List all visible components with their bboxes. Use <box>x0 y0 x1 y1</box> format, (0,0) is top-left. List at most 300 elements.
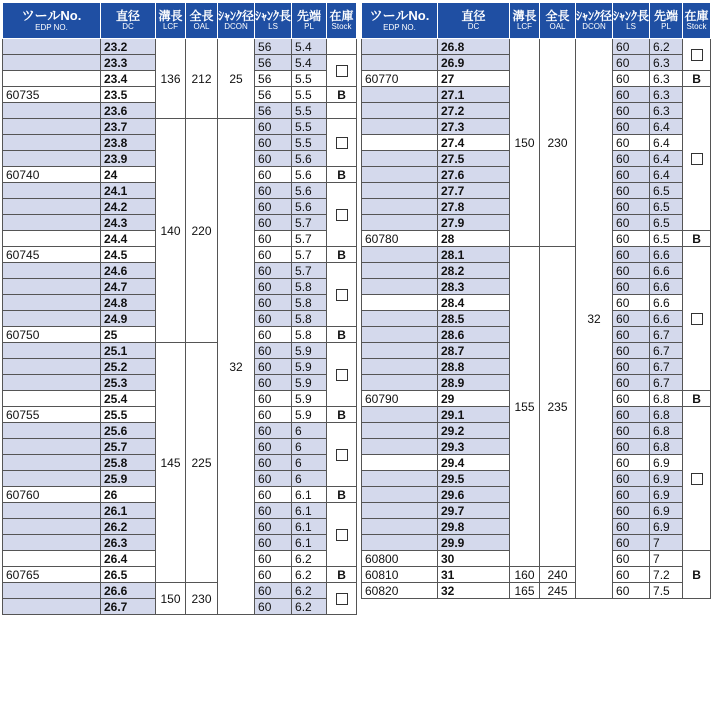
header-ls: ｼｬﾝｸ長 LS <box>613 3 650 39</box>
shank-length-ls: 60 <box>255 183 292 199</box>
point-length-pl: 7 <box>650 551 683 567</box>
shank-length-ls: 56 <box>255 71 292 87</box>
header-pl: 先端 PL <box>292 3 327 39</box>
point-length-pl: 6 <box>292 455 327 471</box>
edp-number <box>3 263 101 279</box>
diameter-dc: 26.9 <box>438 55 510 71</box>
diameter-dc: 23.6 <box>101 103 156 119</box>
point-length-pl: 6.5 <box>650 231 683 247</box>
diameter-dc: 26.3 <box>101 535 156 551</box>
point-length-pl: 5.8 <box>292 311 327 327</box>
shank-length-ls: 60 <box>613 327 650 343</box>
table-row <box>362 39 711 55</box>
diameter-dc: 26.1 <box>101 503 156 519</box>
stock-code: B <box>337 247 346 262</box>
edp-number <box>362 167 438 183</box>
diameter-dc: 26.7 <box>101 599 156 615</box>
shank-length-ls: 60 <box>613 343 650 359</box>
edp-number: 60810 <box>362 567 438 583</box>
point-length-pl: 6.7 <box>650 327 683 343</box>
shank-length-ls: 60 <box>613 503 650 519</box>
point-length-pl: 7.5 <box>650 583 683 599</box>
table-row <box>3 343 357 359</box>
edp-number <box>362 263 438 279</box>
shank-length-ls: 60 <box>255 455 292 471</box>
shank-length-ls: 60 <box>255 247 292 263</box>
edp-number <box>362 535 438 551</box>
edp-number <box>3 599 101 615</box>
point-length-pl: 5.9 <box>292 407 327 423</box>
stock-checkbox-icon <box>336 449 348 461</box>
point-length-pl: 5.6 <box>292 199 327 215</box>
point-length-pl: 5.4 <box>292 55 327 71</box>
stock-code: B <box>337 567 346 582</box>
diameter-dc: 28.6 <box>438 327 510 343</box>
diameter-dc: 23.7 <box>101 119 156 135</box>
diameter-dc: 24.5 <box>101 247 156 263</box>
shank-length-ls: 60 <box>255 151 292 167</box>
stock-status <box>683 391 711 407</box>
point-length-pl: 6.9 <box>650 503 683 519</box>
shank-length-ls: 60 <box>255 215 292 231</box>
diameter-dc: 28.8 <box>438 359 510 375</box>
edp-number <box>362 311 438 327</box>
shank-length-ls: 56 <box>255 103 292 119</box>
point-length-pl: 6.1 <box>292 503 327 519</box>
point-length-pl: 6.4 <box>650 167 683 183</box>
diameter-dc: 23.9 <box>101 151 156 167</box>
overall-length-oal: 230 <box>540 39 576 247</box>
stock-checkbox-icon <box>336 289 348 301</box>
stock-status <box>327 247 357 263</box>
point-length-pl: 5.6 <box>292 151 327 167</box>
point-length-pl: 5.5 <box>292 119 327 135</box>
edp-number <box>362 327 438 343</box>
edp-number <box>362 487 438 503</box>
diameter-dc: 27.2 <box>438 103 510 119</box>
edp-number <box>362 55 438 71</box>
point-length-pl: 5.8 <box>292 279 327 295</box>
shank-length-ls: 60 <box>613 535 650 551</box>
point-length-pl: 6.2 <box>292 599 327 615</box>
point-length-pl: 6.9 <box>650 519 683 535</box>
stock-status <box>327 263 357 327</box>
edp-number: 60790 <box>362 391 438 407</box>
point-length-pl: 5.5 <box>292 135 327 151</box>
point-length-pl: 6.9 <box>650 471 683 487</box>
shank-length-ls: 60 <box>613 103 650 119</box>
stock-code: B <box>692 567 701 582</box>
table-row <box>3 583 357 599</box>
header-row <box>362 3 711 39</box>
shank-length-ls: 60 <box>613 455 650 471</box>
shank-length-ls: 56 <box>255 39 292 55</box>
header-dcon: ｼｬﾝｸ径 DCON <box>218 3 255 39</box>
edp-number <box>3 151 101 167</box>
stock-code: B <box>337 87 346 102</box>
shank-length-ls: 60 <box>613 391 650 407</box>
shank-length-ls: 60 <box>255 311 292 327</box>
point-length-pl: 5.5 <box>292 87 327 103</box>
point-length-pl: 7.2 <box>650 567 683 583</box>
diameter-dc: 23.3 <box>101 55 156 71</box>
stock-status <box>327 103 357 119</box>
diameter-dc: 28 <box>438 231 510 247</box>
edp-number: 60780 <box>362 231 438 247</box>
edp-number <box>362 151 438 167</box>
shank-length-ls: 60 <box>255 407 292 423</box>
edp-number <box>3 295 101 311</box>
point-length-pl: 5.9 <box>292 343 327 359</box>
header-lcf: 溝長 LCF <box>510 3 540 39</box>
shank-length-ls: 60 <box>613 135 650 151</box>
point-length-pl: 5.5 <box>292 103 327 119</box>
stock-status <box>327 167 357 183</box>
point-length-pl: 6 <box>292 423 327 439</box>
edp-number <box>362 455 438 471</box>
shank-length-ls: 60 <box>255 551 292 567</box>
stock-status <box>683 87 711 231</box>
edp-number <box>362 215 438 231</box>
point-length-pl: 6.2 <box>292 583 327 599</box>
shank-length-ls: 60 <box>255 583 292 599</box>
shank-length-ls: 60 <box>255 375 292 391</box>
stock-status <box>327 503 357 567</box>
shank-length-ls: 60 <box>613 583 650 599</box>
stock-checkbox-icon <box>691 473 703 485</box>
diameter-dc: 28.5 <box>438 311 510 327</box>
shank-length-ls: 60 <box>255 519 292 535</box>
diameter-dc: 28.9 <box>438 375 510 391</box>
point-length-pl: 6.1 <box>292 535 327 551</box>
stock-checkbox-icon <box>691 313 703 325</box>
shank-length-ls: 60 <box>255 279 292 295</box>
flute-length-lcf: 136 <box>156 39 186 119</box>
diameter-dc: 27 <box>438 71 510 87</box>
edp-number <box>3 279 101 295</box>
edp-number <box>3 311 101 327</box>
diameter-dc: 24.7 <box>101 279 156 295</box>
stock-checkbox-icon <box>336 593 348 605</box>
diameter-dc: 25.3 <box>101 375 156 391</box>
table-row <box>362 567 711 583</box>
edp-number: 60735 <box>3 87 101 103</box>
stock-status <box>683 247 711 391</box>
shank-length-ls: 60 <box>613 487 650 503</box>
flute-length-lcf: 145 <box>156 343 186 583</box>
point-length-pl: 6.7 <box>650 343 683 359</box>
diameter-dc: 23.5 <box>101 87 156 103</box>
point-length-pl: 7 <box>650 535 683 551</box>
header-dc: 直径 DC <box>101 3 156 39</box>
point-length-pl: 5.8 <box>292 295 327 311</box>
shank-length-ls: 60 <box>255 327 292 343</box>
shank-length-ls: 60 <box>255 487 292 503</box>
diameter-dc: 27.5 <box>438 151 510 167</box>
diameter-dc: 24 <box>101 167 156 183</box>
diameter-dc: 23.8 <box>101 135 156 151</box>
edp-number <box>362 135 438 151</box>
diameter-dc: 29 <box>438 391 510 407</box>
stock-status <box>327 583 357 615</box>
point-length-pl: 6.9 <box>650 487 683 503</box>
edp-number <box>3 39 101 55</box>
stock-checkbox-icon <box>336 529 348 541</box>
stock-code: B <box>337 487 346 502</box>
diameter-dc: 30 <box>438 551 510 567</box>
diameter-dc: 29.9 <box>438 535 510 551</box>
overall-length-oal: 245 <box>540 583 576 599</box>
diameter-dc: 27.6 <box>438 167 510 183</box>
diameter-dc: 24.4 <box>101 231 156 247</box>
stock-code: B <box>337 327 346 342</box>
shank-length-ls: 60 <box>613 215 650 231</box>
table-row <box>362 583 711 599</box>
point-length-pl: 6.4 <box>650 135 683 151</box>
edp-number <box>362 503 438 519</box>
shank-length-ls: 60 <box>613 359 650 375</box>
stock-status <box>683 551 711 599</box>
header-oal: 全長 OAL <box>540 3 576 39</box>
point-length-pl: 5.5 <box>292 71 327 87</box>
table-row <box>362 247 711 263</box>
diameter-dc: 28.2 <box>438 263 510 279</box>
edp-number: 60820 <box>362 583 438 599</box>
overall-length-oal: 220 <box>186 119 218 343</box>
point-length-pl: 6.1 <box>292 487 327 503</box>
header-dcon: ｼｬﾝｸ径 DCON <box>576 3 613 39</box>
overall-length-oal: 235 <box>540 247 576 567</box>
point-length-pl: 6.3 <box>650 55 683 71</box>
shank-length-ls: 60 <box>613 87 650 103</box>
header-edp: ツールNo. EDP NO. <box>3 3 101 39</box>
point-length-pl: 6.6 <box>650 263 683 279</box>
stock-checkbox-icon <box>336 137 348 149</box>
edp-number <box>362 199 438 215</box>
diameter-dc: 26.6 <box>101 583 156 599</box>
diameter-dc: 28.1 <box>438 247 510 263</box>
point-length-pl: 5.7 <box>292 247 327 263</box>
edp-number <box>3 535 101 551</box>
shank-length-ls: 60 <box>613 183 650 199</box>
edp-number <box>362 39 438 55</box>
shank-diameter-dcon: 32 <box>576 39 613 599</box>
shank-length-ls: 60 <box>255 423 292 439</box>
edp-number: 60750 <box>3 327 101 343</box>
edp-number <box>362 439 438 455</box>
header-edp: ツールNo. EDP NO. <box>362 3 438 39</box>
shank-length-ls: 60 <box>613 311 650 327</box>
shank-length-ls: 60 <box>613 471 650 487</box>
stock-status <box>327 567 357 583</box>
shank-length-ls: 60 <box>613 151 650 167</box>
header-dc: 直径 DC <box>438 3 510 39</box>
diameter-dc: 25.6 <box>101 423 156 439</box>
header-pl: 先端 PL <box>650 3 683 39</box>
edp-number <box>3 103 101 119</box>
stock-checkbox-icon <box>691 49 703 61</box>
flute-length-lcf: 160 <box>510 567 540 583</box>
edp-number <box>3 71 101 87</box>
edp-number <box>362 295 438 311</box>
header-row <box>3 3 357 39</box>
point-length-pl: 6.2 <box>292 567 327 583</box>
diameter-dc: 26.2 <box>101 519 156 535</box>
edp-number <box>3 423 101 439</box>
point-length-pl: 5.7 <box>292 231 327 247</box>
edp-number <box>3 215 101 231</box>
overall-length-oal: 230 <box>186 583 218 615</box>
stock-status <box>683 407 711 551</box>
stock-status <box>327 119 357 167</box>
stock-status <box>683 231 711 247</box>
edp-number <box>3 359 101 375</box>
diameter-dc: 25.1 <box>101 343 156 359</box>
flute-length-lcf: 150 <box>510 39 540 247</box>
edp-number <box>3 183 101 199</box>
point-length-pl: 5.6 <box>292 167 327 183</box>
shank-length-ls: 60 <box>613 423 650 439</box>
edp-number <box>3 55 101 71</box>
point-length-pl: 6 <box>292 439 327 455</box>
stock-code: B <box>692 231 701 246</box>
edp-number <box>362 87 438 103</box>
shank-length-ls: 60 <box>255 343 292 359</box>
right-spec-table <box>361 2 711 599</box>
diameter-dc: 26.8 <box>438 39 510 55</box>
diameter-dc: 27.8 <box>438 199 510 215</box>
point-length-pl: 6.4 <box>650 151 683 167</box>
overall-length-oal: 240 <box>540 567 576 583</box>
point-length-pl: 6 <box>292 471 327 487</box>
edp-number <box>3 119 101 135</box>
shank-length-ls: 60 <box>613 375 650 391</box>
point-length-pl: 6.4 <box>650 119 683 135</box>
edp-number <box>3 199 101 215</box>
diameter-dc: 25.7 <box>101 439 156 455</box>
stock-status <box>683 71 711 87</box>
point-length-pl: 6.7 <box>650 359 683 375</box>
diameter-dc: 24.9 <box>101 311 156 327</box>
diameter-dc: 31 <box>438 567 510 583</box>
shank-length-ls: 60 <box>613 279 650 295</box>
header-stock: 在庫 Stock <box>683 3 711 39</box>
shank-length-ls: 60 <box>613 119 650 135</box>
shank-length-ls: 60 <box>613 71 650 87</box>
shank-length-ls: 60 <box>255 199 292 215</box>
shank-length-ls: 60 <box>613 439 650 455</box>
diameter-dc: 29.8 <box>438 519 510 535</box>
diameter-dc: 23.2 <box>101 39 156 55</box>
point-length-pl: 6.3 <box>650 103 683 119</box>
shank-length-ls: 60 <box>613 567 650 583</box>
point-length-pl: 6.6 <box>650 295 683 311</box>
shank-length-ls: 60 <box>255 567 292 583</box>
shank-length-ls: 60 <box>613 167 650 183</box>
diameter-dc: 29.6 <box>438 487 510 503</box>
point-length-pl: 6.6 <box>650 279 683 295</box>
stock-code: B <box>692 391 701 406</box>
header-ls: ｼｬﾝｸ長 LS <box>255 3 292 39</box>
diameter-dc: 24.3 <box>101 215 156 231</box>
diameter-dc: 24.1 <box>101 183 156 199</box>
diameter-dc: 25.5 <box>101 407 156 423</box>
point-length-pl: 6.5 <box>650 183 683 199</box>
stock-status <box>327 183 357 247</box>
shank-length-ls: 60 <box>255 535 292 551</box>
edp-number <box>3 583 101 599</box>
diameter-dc: 24.6 <box>101 263 156 279</box>
diameter-dc: 25.2 <box>101 359 156 375</box>
edp-number: 60740 <box>3 167 101 183</box>
shank-diameter-dcon: 32 <box>218 119 255 615</box>
point-length-pl: 5.6 <box>292 183 327 199</box>
edp-number <box>362 279 438 295</box>
shank-length-ls: 60 <box>255 135 292 151</box>
table-row <box>3 119 357 135</box>
point-length-pl: 6.5 <box>650 215 683 231</box>
stock-checkbox-icon <box>336 209 348 221</box>
diameter-dc: 29.7 <box>438 503 510 519</box>
diameter-dc: 25.8 <box>101 455 156 471</box>
shank-length-ls: 60 <box>255 471 292 487</box>
point-length-pl: 6.8 <box>650 423 683 439</box>
point-length-pl: 5.9 <box>292 391 327 407</box>
flute-length-lcf: 165 <box>510 583 540 599</box>
point-length-pl: 6.8 <box>650 391 683 407</box>
shank-length-ls: 60 <box>613 295 650 311</box>
point-length-pl: 6.6 <box>650 247 683 263</box>
edp-number <box>362 519 438 535</box>
shank-length-ls: 60 <box>613 231 650 247</box>
shank-length-ls: 60 <box>613 199 650 215</box>
edp-number: 60760 <box>3 487 101 503</box>
diameter-dc: 29.3 <box>438 439 510 455</box>
stock-status <box>327 55 357 87</box>
header-lcf: 溝長 LCF <box>156 3 186 39</box>
edp-number: 60765 <box>3 567 101 583</box>
shank-length-ls: 60 <box>255 503 292 519</box>
shank-length-ls: 60 <box>613 39 650 55</box>
point-length-pl: 5.4 <box>292 39 327 55</box>
stock-code: B <box>337 167 346 182</box>
diameter-dc: 25.9 <box>101 471 156 487</box>
edp-number <box>3 519 101 535</box>
shank-length-ls: 60 <box>613 247 650 263</box>
edp-number <box>362 183 438 199</box>
edp-number <box>3 135 101 151</box>
edp-number <box>362 423 438 439</box>
shank-length-ls: 60 <box>255 263 292 279</box>
edp-number: 60800 <box>362 551 438 567</box>
shank-length-ls: 60 <box>255 231 292 247</box>
edp-number <box>362 359 438 375</box>
diameter-dc: 25.4 <box>101 391 156 407</box>
stock-status <box>327 327 357 343</box>
stock-code: B <box>692 71 701 86</box>
diameter-dc: 27.9 <box>438 215 510 231</box>
edp-number: 60755 <box>3 407 101 423</box>
diameter-dc: 24.2 <box>101 199 156 215</box>
shank-length-ls: 60 <box>255 167 292 183</box>
shank-length-ls: 60 <box>613 55 650 71</box>
diameter-dc: 32 <box>438 583 510 599</box>
diameter-dc: 26.5 <box>101 567 156 583</box>
diameter-dc: 29.2 <box>438 423 510 439</box>
edp-number: 60770 <box>362 71 438 87</box>
shank-length-ls: 60 <box>613 519 650 535</box>
edp-number <box>362 375 438 391</box>
